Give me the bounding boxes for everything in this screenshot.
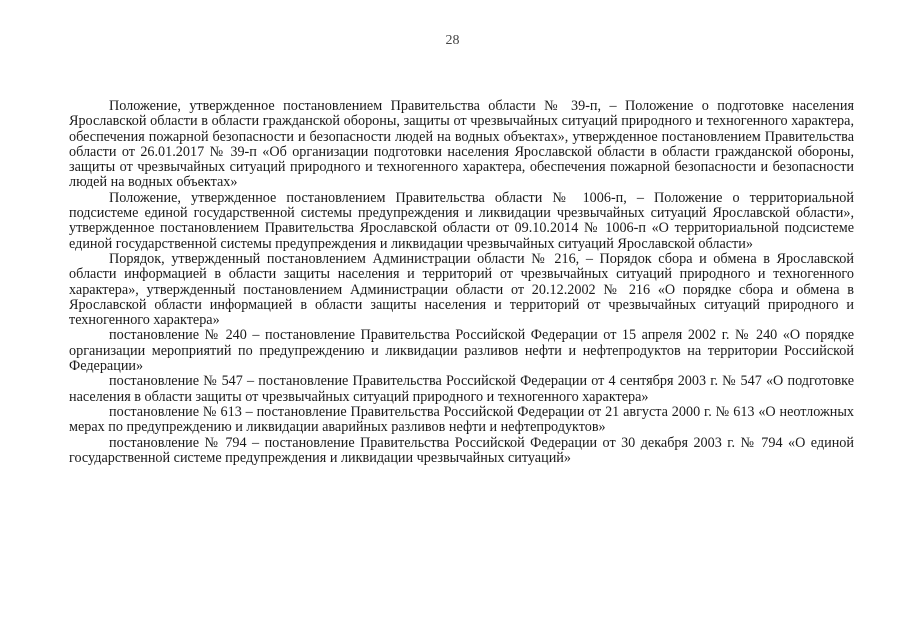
definition-paragraph-39p: Положение, утвержденное постановлением Правительства области № 39-п, – Положение о подготовке населения Ярославской области в области гражданской обороны, защиты от чрезвычайных ситуаций природного и техногенного характера, обеспечения пожарной безопасности и безопасности людей на водных объектах», утвержденное постановлением Правительства области от 26.01.2017 № 39-п «Об организации подготовки населения Ярославской области в области гражданской обороны, защиты от чрезвычайных ситуаций природного и техногенного характера, обеспечения пожарной безопасности и безопасности людей на водных объектах» — [69, 98, 854, 191]
definition-paragraph-1006p: Положение, утвержденное постановлением Правительства области № 1006-п, – Положение о территориальной подсистеме единой государственной системы предупреждения и ликвидации чрезвычайных ситуаций Ярославской области», утвержденное постановлением Правительства Ярославской области от 09.10.2014 № 1006-п «О территориальной подсистеме единой государственной системы предупреждения и ликвидации чрезвычайных ситуаций Ярославской области» — [69, 189, 854, 252]
document-body — [69, 99, 854, 466]
page-number: 28 — [445, 33, 460, 48]
definition-paragraph-547: постановление № 547 – постановление Правительства Российской Федерации от 4 сентября 2003 г. № 547 «О подготовке населения в области защиты от чрезвычайных ситуаций природного и техногенного характера» — [69, 373, 854, 405]
definition-paragraph-216: Порядок, утвержденный постановлением Администрации области № 216, – Порядок сбора и обмена в Ярославской области информацией в области защиты населения и территорий от чрезвычайных ситуаций природного и техногенного характера», утвержденный постановлением Администрации области от 20.12.2002 № 216 «О порядке сбора и обмена в Ярославской области информацией в области защиты населения и территорий от чрезвычайных ситуаций природного и техногенного характера» — [69, 250, 854, 329]
definition-paragraph-240: постановление № 240 – постановление Правительства Российской Федерации от 15 апреля 2002 г. № 240 «О порядке организации мероприятий по предупреждению и ликвидации разливов нефти и нефтепродуктов на территории Российской Федерации» — [69, 327, 854, 375]
definition-paragraph-794: постановление № 794 – постановление Правительства Российской Федерации от 30 декабря 2003 г. № 794 «О единой государственной системе предупреждения и ликвидации чрезвычайных ситуаций» — [69, 434, 854, 466]
definition-paragraph-613: постановление № 613 – постановление Правительства Российской Федерации от 21 августа 2000 г. № 613 «О неотложных мерах по предупреждению и ликвидации аварийных разливов нефти и нефтепродуктов» — [69, 403, 854, 436]
